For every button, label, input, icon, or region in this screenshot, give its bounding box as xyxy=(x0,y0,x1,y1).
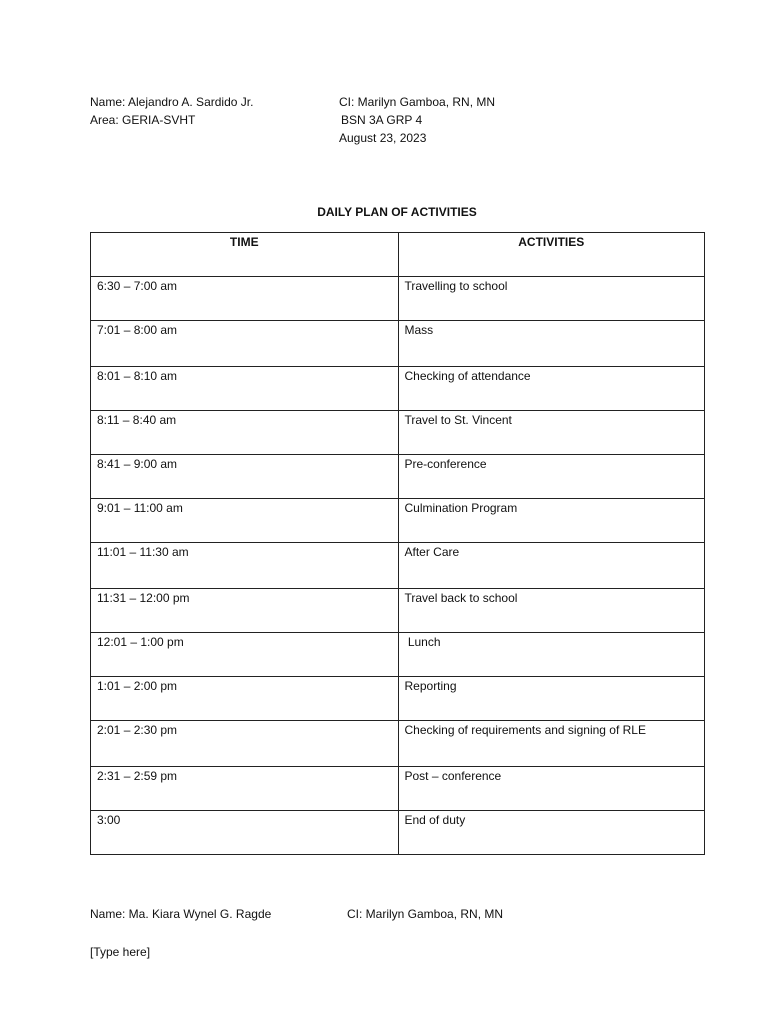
time-cell: 3:00 xyxy=(91,811,399,855)
time-cell: 2:01 – 2:30 pm xyxy=(91,721,399,767)
activity-cell: End of duty xyxy=(398,811,705,855)
activity-cell: Checking of requirements and signing of RLE xyxy=(398,721,705,767)
time-cell: 8:11 – 8:40 am xyxy=(91,411,399,455)
table-row xyxy=(91,677,705,721)
area: Area: GERIA-SVHT xyxy=(90,113,196,127)
activity-cell: Mass xyxy=(398,321,705,367)
activity-cell: Lunch xyxy=(398,633,705,677)
document-date: August 23, 2023 xyxy=(339,131,427,145)
table-row xyxy=(91,633,705,677)
table-row xyxy=(91,277,705,321)
section-group: BSN 3A GRP 4 xyxy=(341,113,423,127)
activities-column-header: ACTIVITIES xyxy=(398,233,705,277)
activity-cell: Travel to St. Vincent xyxy=(398,411,705,455)
time-cell: 9:01 – 11:00 am xyxy=(91,499,399,543)
activity-cell: Reporting xyxy=(398,677,705,721)
activity-cell: Checking of attendance xyxy=(398,367,705,411)
activity-cell: Travelling to school xyxy=(398,277,705,321)
table-row xyxy=(91,543,705,589)
student-name: Name: Alejandro A. Sardido Jr. xyxy=(90,95,254,109)
table-row xyxy=(91,455,705,499)
table-row xyxy=(91,411,705,455)
time-column-header: TIME xyxy=(91,233,399,277)
table-row xyxy=(91,767,705,811)
activity-cell: Culmination Program xyxy=(398,499,705,543)
activity-cell: Post – conference xyxy=(398,767,705,811)
table-header-row xyxy=(91,233,705,277)
table-row xyxy=(91,499,705,543)
time-cell: 7:01 – 8:00 am xyxy=(91,321,399,367)
time-cell: 1:01 – 2:00 pm xyxy=(91,677,399,721)
table-row xyxy=(91,321,705,367)
table-row xyxy=(91,721,705,767)
activities-table xyxy=(90,232,705,855)
document-title: DAILY PLAN OF ACTIVITIES xyxy=(317,205,477,219)
time-cell: 12:01 – 1:00 pm xyxy=(91,633,399,677)
time-cell: 8:41 – 9:00 am xyxy=(91,455,399,499)
time-cell: 2:31 – 2:59 pm xyxy=(91,767,399,811)
clinical-instructor: CI: Marilyn Gamboa, RN, MN xyxy=(339,95,496,109)
time-cell: 11:31 – 12:00 pm xyxy=(91,589,399,633)
time-cell: 8:01 – 8:10 am xyxy=(91,367,399,411)
time-cell: 6:30 – 7:00 am xyxy=(91,277,399,321)
table-row xyxy=(91,367,705,411)
table-row xyxy=(91,811,705,855)
activity-cell: Pre-conference xyxy=(398,455,705,499)
activity-cell: Travel back to school xyxy=(398,589,705,633)
footer-student-name: Name: Ma. Kiara Wynel G. Ragde xyxy=(90,907,272,921)
table-row xyxy=(91,589,705,633)
footer-clinical-instructor: CI: Marilyn Gamboa, RN, MN xyxy=(347,907,504,921)
activity-cell: After Care xyxy=(398,543,705,589)
footer-placeholder[interactable]: [Type here] xyxy=(90,945,151,959)
time-cell: 11:01 – 11:30 am xyxy=(91,543,399,589)
